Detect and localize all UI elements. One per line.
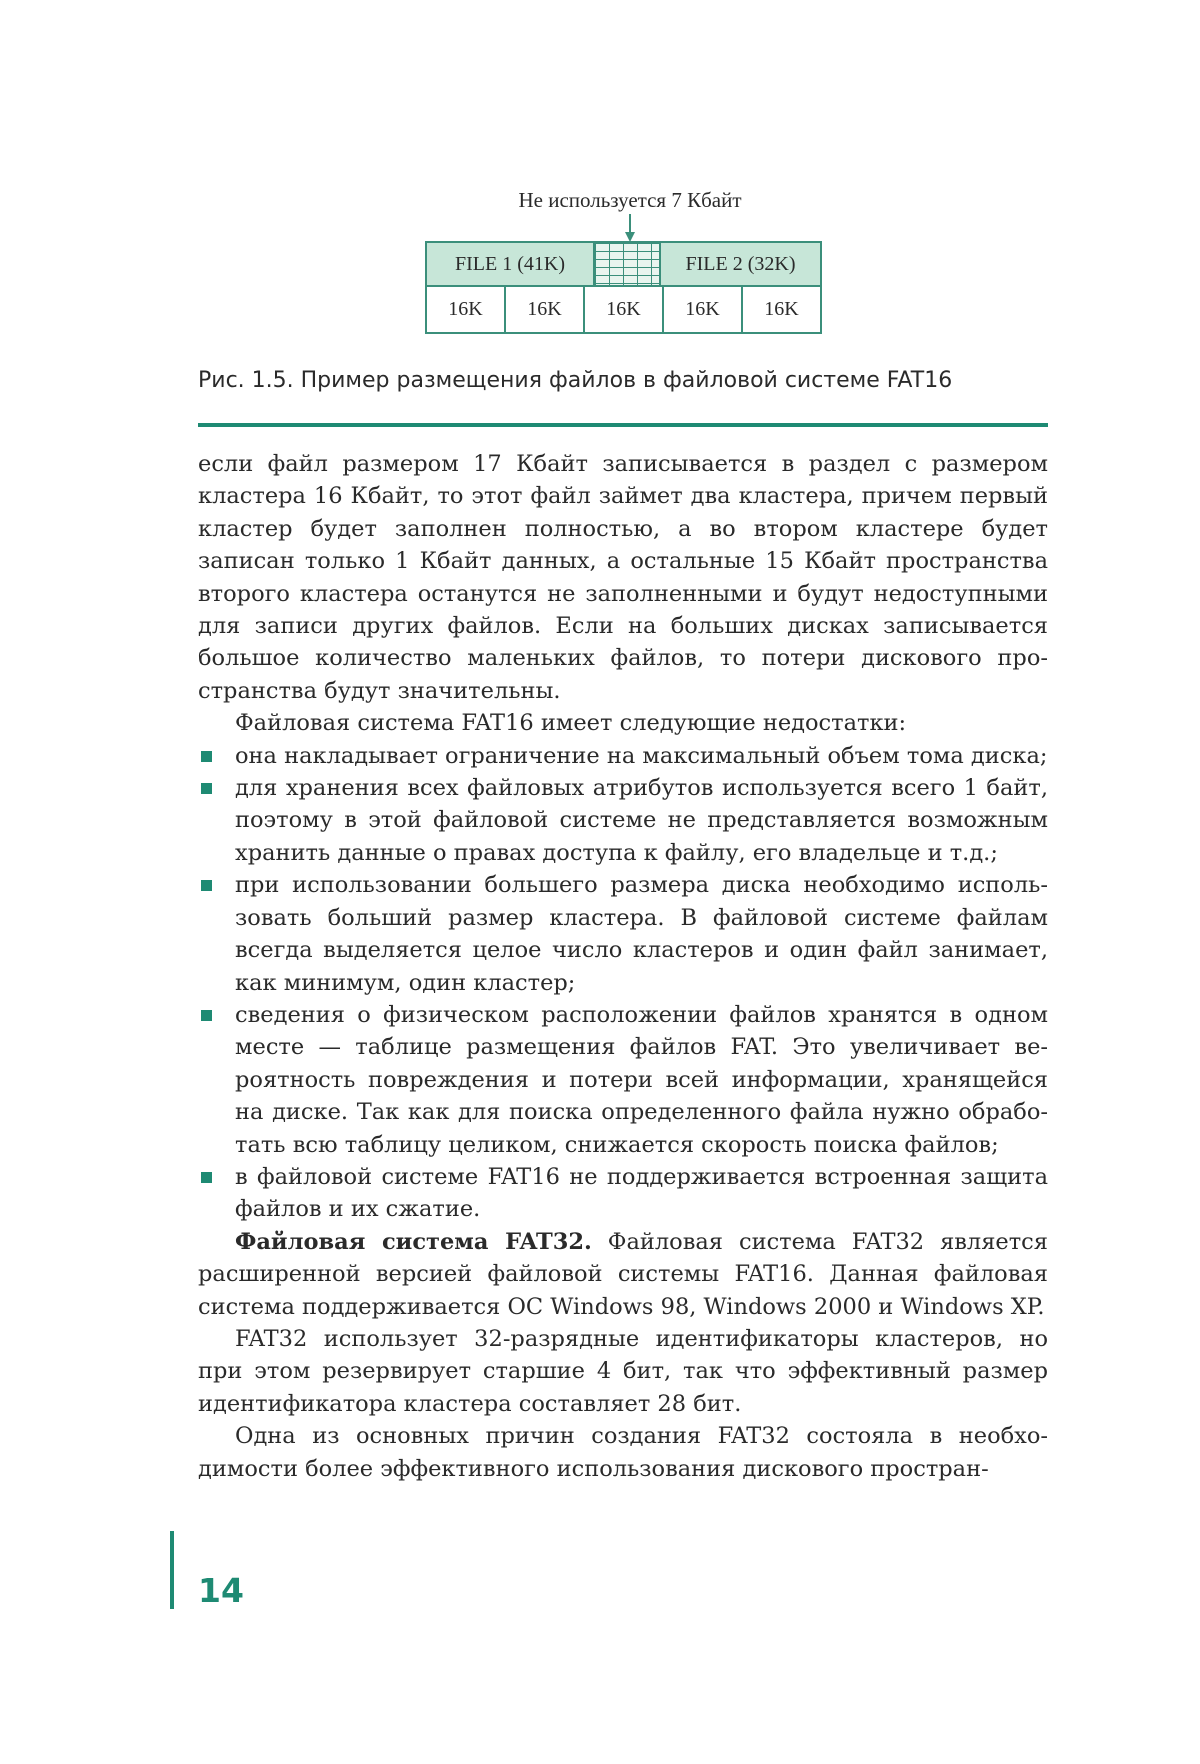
list-item [198,1161,1048,1226]
paragraph: Файловая система FAT16 имеет следующие недостатки: [235,710,907,737]
arrow-down-icon [625,214,635,242]
bullet-square-icon [201,783,212,794]
cluster-cell: 16K [427,287,506,332]
figure-caption: Рис. 1.5. Пример размещения файлов в файловой системе FAT16 [198,368,953,393]
cluster-cell: 16K [506,287,585,332]
cluster-cell: 16K [764,298,799,320]
section-heading: Файловая система FAT32. [235,1228,592,1255]
list-item-text: она накладывает ограничение на максимальный объем тома диска; [235,742,1048,769]
file1-cell: FILE 1 (41K) [427,243,595,285]
list-item-text: для хранения всех файловых атрибутов используется всего 1 байт, поэтому в этой файловой системе не представляется возможным хранить данные о правах доступа к файлу, его владельце и т.д.; [235,775,1048,866]
page-number-bar [170,1531,174,1609]
list-item [198,772,1048,869]
bullet-square-icon [201,751,212,762]
body-text [198,448,1048,1485]
paragraph-text: Файловая система FAT32 является расширенной версией файловой системы FAT16. Данная файловая система поддерживается ОС Windows 98, Windows 2000 и Windows XP. [198,1228,1048,1320]
list-item-text: сведения о физическом расположении файлов хранятся в одном месте — таблице размещения файлов FAT. Это увеличивает вероятность повреждения и потери всей информации, хранящейся на диске. Так как для поиска определенного файла нужно обработать всю таблицу целиком, снижается скорость поиска файлов; [235,1001,1048,1158]
page-number: 14 [198,1571,244,1610]
caption-divider [198,423,1048,427]
file-row [425,241,822,287]
file2-cell: FILE 2 (32K) [685,252,796,275]
list-item-text: при использовании большего размера диска необходимо использовать больший размер кластера. В файловой системе файлам всегда выделяется целое число кластеров и один файл занимает, как минимум, один кластер; [235,872,1048,996]
cluster-cell: 16K [585,287,664,332]
paragraph: FAT32 использует 32-разрядные идентификаторы кластеров, но при этом резервирует старшие 4 бит, так что эффективный размер идентификатора кластера составляет 28 бит. [198,1325,1048,1417]
figure-annotation: Не используется 7 Кбайт [518,188,742,212]
drawbacks-list [198,740,1048,1226]
list-item [198,740,1048,772]
paragraph-fat32 [198,1226,1048,1323]
list-item [198,869,1048,999]
list-item-text: в файловой системе FAT16 не поддерживается встроенная защита файлов и их сжатие. [235,1163,1048,1223]
paragraph: Одна из основных причин создания FAT32 состояла в необходимости более эффективного использования дискового простран- [198,1423,1048,1482]
cluster-diagram [425,241,822,334]
cluster-row [425,287,822,334]
paragraph: если файл размером 17 Кбайт записывается в раздел с размером кластера 16 Кбайт, то этот файл займет два кластера, причем первый кластер будет заполнен полностью, а во втором кластере будет записан только 1 Кбайт данных, а остальные 15 Кбайт пространства второго кластера останутся не заполненными и будут недоступными для записи других файлов. Если на больших дисках записывается большое количество маленьких файлов, то потери дискового пространства будут значительны. [198,451,1048,704]
unused-space-cell [595,243,661,285]
cluster-cell: 16K [664,287,743,332]
bullet-square-icon [201,880,212,891]
list-item [198,999,1048,1161]
bullet-square-icon [201,1172,212,1183]
bullet-square-icon [201,1010,212,1021]
